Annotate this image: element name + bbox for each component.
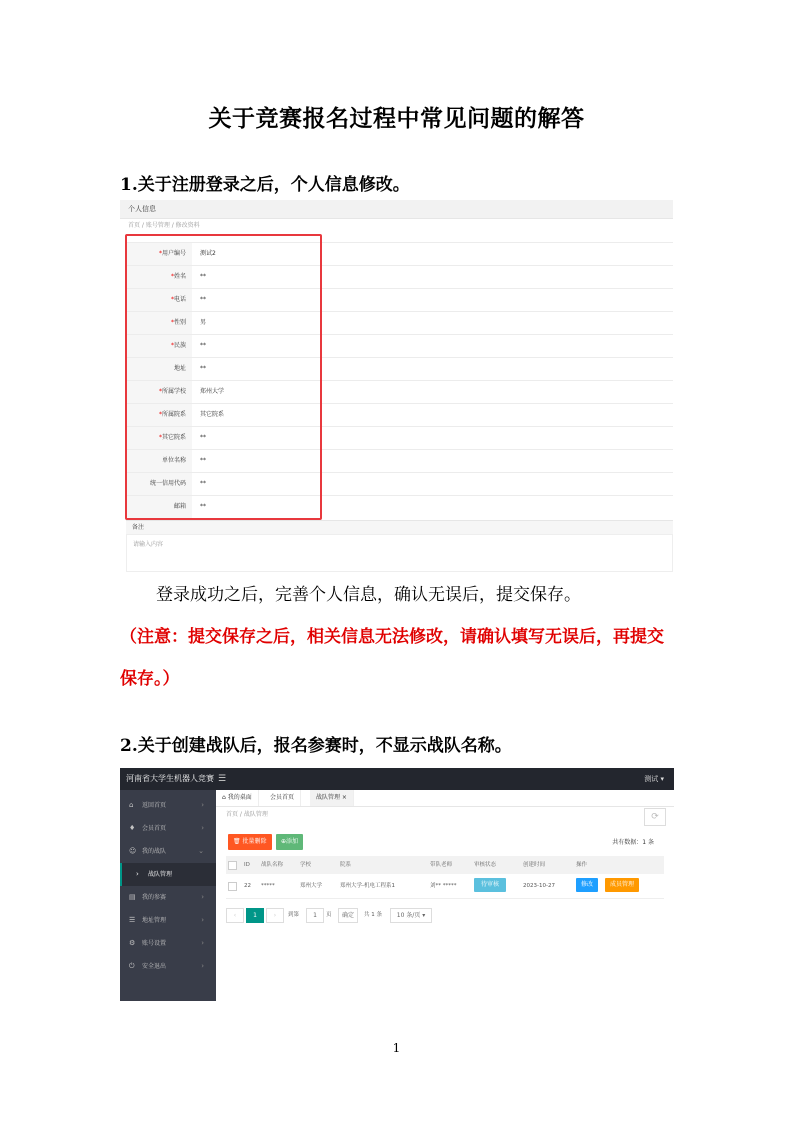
field-label: *其它院系 <box>126 427 192 449</box>
field-value[interactable]: 其它院系 <box>200 411 225 418</box>
chevron-icon: › <box>201 939 204 947</box>
chevron-icon: › <box>201 824 204 832</box>
profile-header: 个人信息 <box>120 200 673 219</box>
breadcrumb: 首页 / 账号管理 / 修改资料 <box>128 222 200 229</box>
field-value[interactable]: ** <box>200 457 206 464</box>
profile-screenshot <box>120 200 673 572</box>
col-teacher: 带队老师 <box>430 862 453 868</box>
power-icon: ⏻ <box>129 962 135 970</box>
remark-textarea[interactable]: 请输入内容 <box>126 534 673 572</box>
col-status: 审核状态 <box>474 862 497 868</box>
tab-team-manage[interactable]: 战队管理 × <box>310 790 354 806</box>
remark-label: 备注 <box>126 520 673 534</box>
count-label: 共 1 条 <box>364 912 382 918</box>
cell-dept: 郑州大学-机电工程系1 <box>340 883 395 889</box>
goto-label: 到第 <box>288 912 300 918</box>
document-title: 关于竞赛报名过程中常见问题的解答 <box>208 105 585 132</box>
sidebar-item-label: 地址管理 <box>142 917 167 924</box>
menu-toggle-icon[interactable]: ☰ <box>218 774 227 784</box>
section1-body: 登录成功之后，完善个人信息，确认无误后，提交保存。 <box>156 585 581 605</box>
row-checkbox[interactable] <box>228 882 237 891</box>
sidebar-item-label: 我的参赛 <box>142 894 167 901</box>
cell-teacher: 刘** ***** <box>430 883 457 889</box>
sidebar-item-label: 安全退出 <box>142 963 167 970</box>
field-label: *民族 <box>126 335 192 357</box>
field-value[interactable]: ** <box>200 480 206 487</box>
sidebar-item-label: 会员首页 <box>142 825 167 832</box>
vip-icon: ♦ <box>129 824 136 832</box>
field-label: 邮箱 <box>126 496 192 518</box>
field-value[interactable]: 郑州大学 <box>200 388 225 395</box>
sidebar-item[interactable] <box>120 886 216 909</box>
field-value[interactable]: 测试2 <box>200 250 216 257</box>
field-label: 统一信用代码 <box>126 473 192 495</box>
col-created: 创建时间 <box>523 862 546 868</box>
highlight-box <box>125 234 322 520</box>
brand-title: 河南省大学生机器人竞赛 <box>126 774 214 783</box>
field-value[interactable]: ** <box>200 273 206 280</box>
page-input[interactable]: 1 <box>306 908 324 923</box>
required-mark: * <box>158 388 162 395</box>
chevron-icon: › <box>201 916 204 924</box>
sidebar-item[interactable] <box>120 955 216 978</box>
required-mark: * <box>170 342 174 349</box>
refresh-icon[interactable]: ⟳ <box>644 808 666 826</box>
sidebar-item-label: 返回首页 <box>142 802 167 809</box>
cell-id: 22 <box>244 883 251 889</box>
total-count: 共有数据：1 条 <box>612 839 654 846</box>
home-icon: ⌂ <box>129 801 134 809</box>
prev-page-icon[interactable]: ‹ <box>226 908 244 923</box>
next-page-icon[interactable]: › <box>266 908 284 923</box>
col-id: ID <box>244 862 250 868</box>
sidebar-item[interactable] <box>120 840 216 863</box>
batch-delete-button[interactable]: 🗑 批量删除 <box>228 834 272 850</box>
col-dept: 院系 <box>340 862 352 868</box>
field-value[interactable]: ** <box>200 365 206 372</box>
field-value[interactable]: ** <box>200 296 206 303</box>
chevron-right-icon: › <box>136 870 139 878</box>
doc-icon: ▤ <box>129 893 136 901</box>
user-icon: ☺ <box>129 847 137 855</box>
section1-note: （注意：提交保存之后，相关信息无法修改，请确认填写无误后，再提交保存。） <box>120 627 664 689</box>
home-icon: ⌂ <box>222 794 226 801</box>
gear-icon: ⚙ <box>129 939 136 947</box>
field-label: *性别 <box>126 312 192 334</box>
field-label: *用户编号 <box>126 243 192 265</box>
required-mark: * <box>170 273 174 280</box>
field-label: *电话 <box>126 289 192 311</box>
cell-team: ***** <box>261 883 275 889</box>
page-number: 1 <box>392 1041 401 1055</box>
sidebar-item-label: 战队管理 <box>148 871 173 878</box>
pager <box>226 908 664 924</box>
col-team: 战队名称 <box>261 862 284 868</box>
cell-created: 2023-10-27 <box>523 883 555 889</box>
field-label: 单位名称 <box>126 450 192 472</box>
required-mark: * <box>158 434 162 441</box>
sidebar-item[interactable] <box>120 794 216 817</box>
user-menu[interactable]: 测试 ▾ <box>644 775 664 783</box>
section2-heading: 2.关于创建战队后，报名参赛时，不显示战队名称。 <box>120 736 512 756</box>
field-value[interactable]: ** <box>200 434 206 441</box>
sidebar-item-label: 账号设置 <box>142 940 167 947</box>
tab-member-home[interactable]: 会员首页 <box>264 790 301 806</box>
table-row <box>226 874 664 899</box>
sidebar <box>120 790 216 1001</box>
sidebar-item[interactable] <box>120 909 216 932</box>
table-header <box>226 856 664 874</box>
required-mark: * <box>158 411 162 418</box>
team-screenshot <box>120 768 674 1001</box>
field-value[interactable]: ** <box>200 503 206 510</box>
breadcrumb: 首页 / 战队管理 <box>226 811 268 818</box>
chevron-icon: › <box>201 962 204 970</box>
chevron-icon: › <box>201 801 204 809</box>
field-label: *所属院系 <box>126 404 192 426</box>
main-area <box>216 790 674 1001</box>
chevron-icon: › <box>201 893 204 901</box>
member-manage-button[interactable]: 成员管理 <box>605 878 639 892</box>
field-label: 地址 <box>126 358 192 380</box>
plus-icon: ⊕ <box>281 838 287 845</box>
trash-icon: 🗑 <box>233 838 241 845</box>
sidebar-item-label: 我的战队 <box>142 848 167 855</box>
cell-school: 郑州大学 <box>300 883 323 889</box>
col-actions: 操作 <box>576 862 588 868</box>
required-mark: * <box>158 250 162 257</box>
sidebar-item[interactable] <box>120 863 218 886</box>
field-label: *姓名 <box>126 266 192 288</box>
sidebar-item[interactable] <box>120 932 216 955</box>
sidebar-item[interactable] <box>120 817 216 840</box>
required-mark: * <box>170 296 174 303</box>
confirm-button[interactable]: 确定 <box>338 908 358 923</box>
field-label: *所属学校 <box>126 381 192 403</box>
field-value[interactable]: ** <box>200 342 206 349</box>
field-value[interactable]: 男 <box>200 319 207 326</box>
tab-desktop[interactable]: ⌂ 我的桌面 <box>216 790 259 806</box>
add-button[interactable]: ⊕添加 <box>276 834 303 850</box>
section1-heading: 1.关于注册登录之后，个人信息修改。 <box>120 175 410 195</box>
select-all-checkbox[interactable] <box>228 861 237 870</box>
edit-button[interactable]: 修改 <box>576 878 598 892</box>
top-bar <box>120 768 674 790</box>
page-unit: 页 <box>326 912 332 918</box>
list-icon: ☰ <box>129 916 136 924</box>
team-table-panel <box>226 830 664 1001</box>
required-mark: * <box>170 319 174 326</box>
chevron-icon: ⌄ <box>198 847 204 855</box>
page-current[interactable]: 1 <box>246 908 264 923</box>
col-school: 学校 <box>300 862 312 868</box>
per-page-select[interactable]: 10 条/页 ▾ <box>390 908 432 923</box>
status-badge: 待审核 <box>474 878 506 892</box>
tab-bar <box>216 790 674 807</box>
